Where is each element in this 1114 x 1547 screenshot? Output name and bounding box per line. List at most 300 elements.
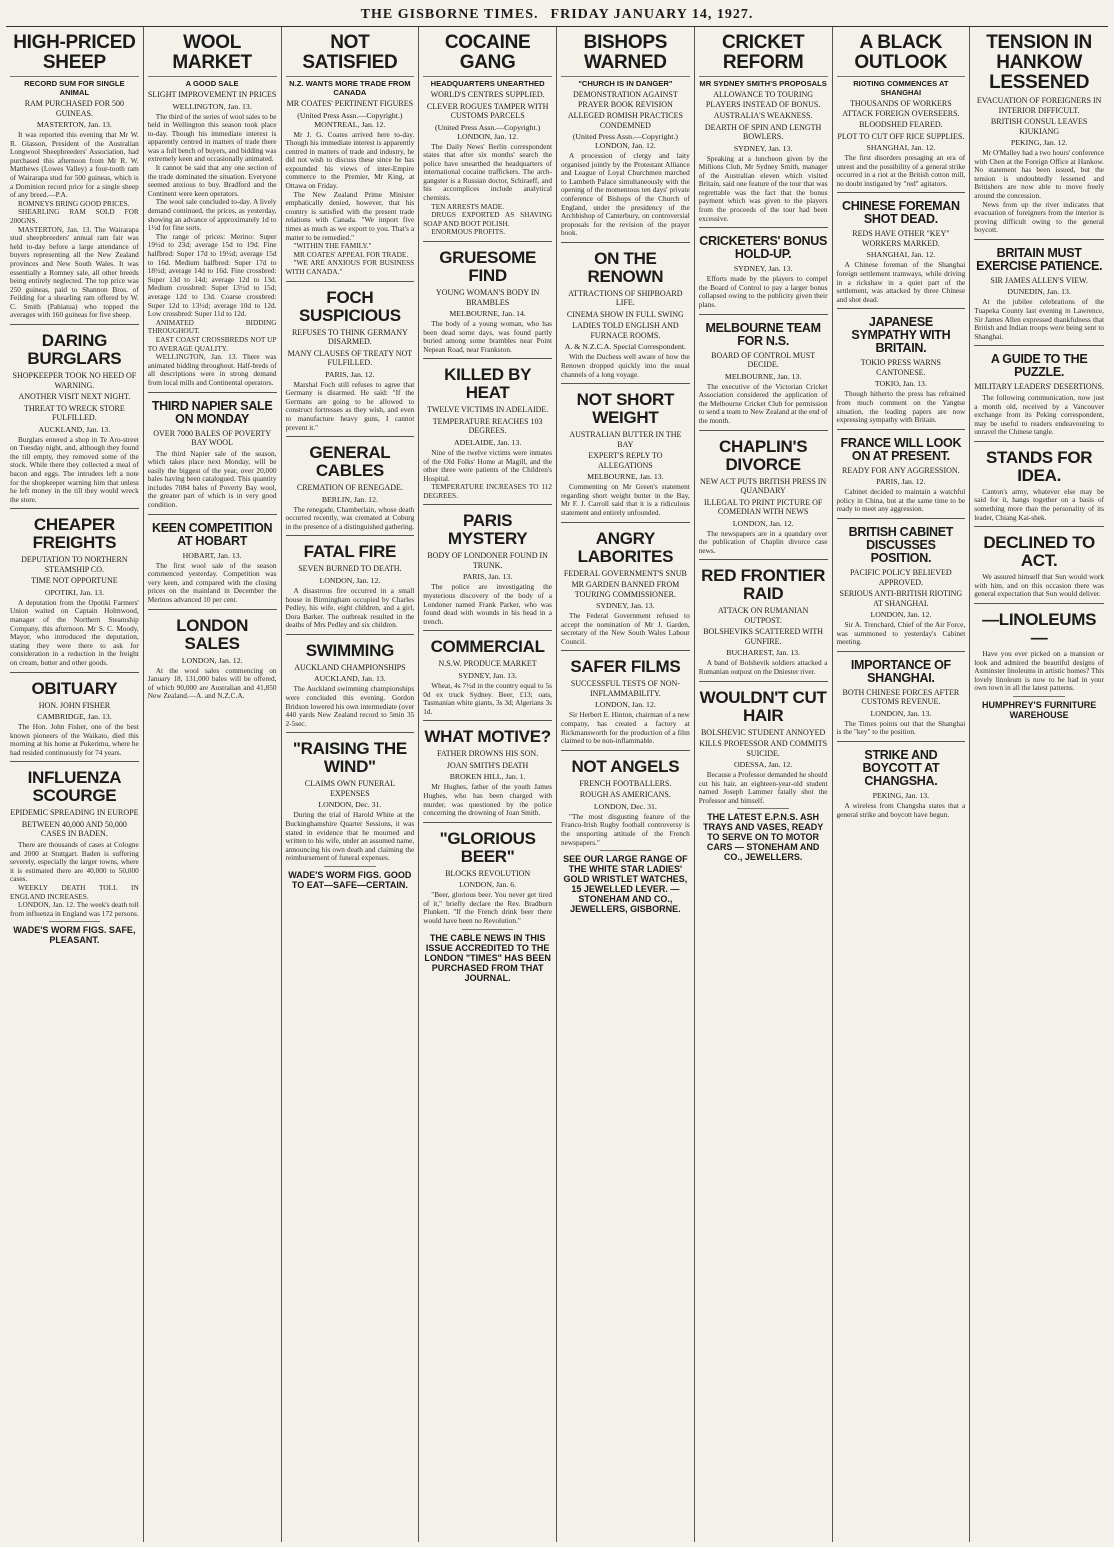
headline: FRANCE WILL LOOK ON AT PRESENT.	[840, 435, 962, 463]
subheading: OVER 7000 BALES OF POVERTY BAY WOOL	[153, 428, 271, 447]
divider	[737, 808, 789, 809]
advertisement: WADE'S WORM FIGS. SAFE, PLEASANT.	[13, 925, 136, 946]
dateline: PARIS, Jan. 13.	[462, 572, 513, 582]
article	[699, 314, 828, 426]
dateline: LONDON, Jan. 12.	[181, 655, 243, 665]
article	[837, 308, 966, 424]
headline: —LINOLEUMS—	[982, 610, 1097, 648]
subheading: THOUSANDS OF WORKERS ATTACK FOREIGN OVERSEERS.	[842, 99, 960, 118]
headline: "RAISING THE WIND"	[292, 739, 407, 777]
advertisement: SEE OUR LARGE RANGE OF THE WHITE STAR LADIES' GOLD WRISTLET WATCHES, 15 JEWELLED LEVER. — STONEHAM AND CO., JEWELLERS, GISBORNE.	[563, 854, 688, 915]
article	[699, 227, 828, 309]
article	[10, 761, 139, 945]
article-body	[286, 131, 415, 277]
article-body	[974, 488, 1104, 522]
headline: SAFER FILMS	[570, 657, 681, 677]
subheading: BRITISH CONSUL LEAVES KIUKIANG	[990, 117, 1088, 136]
paragraph: The Auckland swimming championships were concluded this evening. Gordon Bridson lowered his own intermediate (over 440 yards New Zealand record to 5min 35 2-5sec.	[285, 684, 415, 728]
article-body	[148, 450, 277, 510]
subheading: PLOT TO CUT OFF RICE SUPPLIES.	[837, 131, 965, 141]
article	[10, 324, 139, 504]
paragraph: The Daily News' Berlin correspondent states that after six months' search the police have unearthed the headquarters of international cocaine traffickers. The arch-gangster is a Russian doctor, Schiraeff, and his accomplices include analytical chemists.	[423, 141, 552, 203]
paragraph: Marshal Foch still refuses to agree that Germany is disarmed. He said: "If the Germans are going to be allowed to construct fortresses as they wish, and even to manufacture heavy guns, I cannot prevent it."	[285, 379, 415, 432]
paragraph: It was reported this evening that Mr W. R. Glasson, President of the Australian Longwool Sheepbreeders' Association, had purchased this afternoon from Mr R. W. Matthews (Lowes Valley) a four-tooth ram of Wairarapa stud for 500 guineas, which is a Dominion record price for a single sheep of any breed.—P.A.	[10, 130, 139, 200]
subheading: ANOTHER VISIT NEXT NIGHT.	[18, 392, 131, 402]
article-body	[974, 573, 1104, 599]
subheading: DEMONSTRATION AGAINST PRAYER BOOK REVISION	[573, 90, 678, 109]
headline: GENERAL CABLES	[309, 443, 391, 481]
subheading: MR GARDEN BANNED FROM TOURING COMMISSIONER.	[571, 580, 680, 599]
paragraph: The body of a young woman, who has been dead some days, was found partly buried among some brambles near Point Nepean Road, near Frankston.	[423, 319, 552, 354]
column-1	[6, 27, 144, 1542]
subheading: MANY CLAUSES OF TREATY NOT FULFILLED.	[287, 348, 413, 368]
subheading: RAM PURCHASED FOR 500 GUINEAS.	[24, 99, 125, 118]
deck-heading: N.Z. WANTS MORE TRADE FROM CANADA	[286, 76, 415, 97]
article-body	[286, 811, 415, 863]
article-body	[148, 113, 277, 388]
dateline: SYDNEY, Jan. 13.	[596, 601, 655, 611]
paragraph: The police are investigating the mysterious discovery of the body of a Londoner named Frank Parker, who was found dead with wounds in his head in a trench.	[423, 582, 552, 626]
article	[423, 358, 552, 500]
article-body	[423, 891, 552, 925]
article-body	[837, 802, 966, 819]
article-body	[10, 436, 139, 505]
article	[837, 741, 966, 819]
dateline: ODESSA, Jan. 12.	[733, 760, 793, 770]
subheading: N.S.W. PRODUCE MARKET	[438, 659, 537, 669]
subheading: ALLEGED ROMISH PRACTICES CONDEMNED	[567, 111, 683, 130]
article	[10, 33, 139, 320]
dateline: OPOTIKI, Jan. 13.	[44, 587, 104, 597]
paragraph: Commenting on Mr Green's statement regarding short weight butter in the Bay, Mr F. J. Carroll said that it is a ridiculous statement and entirely unfounded.	[561, 482, 690, 517]
article-body	[561, 612, 690, 646]
subheading: AUSTRALIA'S WEAKNESS.	[713, 111, 813, 120]
article	[561, 650, 690, 745]
article	[837, 518, 966, 647]
headline: ANGRY LABORITES	[577, 528, 674, 566]
subheading: SEVEN BURNED TO DEATH.	[298, 564, 402, 574]
article	[148, 609, 277, 701]
dateline: (United Press Assn.—Copyright.) LONDON, Jan. 12.	[434, 122, 541, 141]
paragraph: Because a Professor demanded he should cut his hair, an eighteen-year-old student named Joseph Lammer fatally shot the Professor and himself.	[698, 770, 828, 805]
subheading: SERIOUS ANTI-BRITISH RIOTING AT SHANGHAI.	[839, 589, 963, 608]
article	[148, 514, 277, 605]
paragraph: Speaking at a luncheon given by the Millions Club, Mr Sydney Smith, manager of the Australian eleven which visited Britain, said one feature of the tour that was regrettable was the fact that the bonus payment which was given to the players from the proceeds of the tour had been excessive.	[698, 153, 828, 223]
article	[423, 504, 552, 626]
dateline: PEKING, Jan. 12.	[1010, 138, 1068, 147]
article-body	[561, 353, 690, 379]
article	[286, 634, 415, 728]
masthead	[6, 4, 1108, 27]
dateline: AUCKLAND, Jan. 13.	[314, 674, 386, 684]
paragraph: Mr Hughes, father of the youth James Hughes, who has been charged with murder, was questioned by the police concerning the drowning of Joan Smith.	[423, 782, 552, 818]
columns	[6, 27, 1108, 1542]
article-body	[423, 682, 552, 716]
headline: LONDON SALES	[176, 615, 249, 653]
paragraph: The Hon. John Fisher, one of the best known pioneers of the Waikato, died this morning at his home at Pukerimu, where he had resided continuously for 74 years.	[10, 722, 139, 757]
article-body	[837, 261, 966, 304]
paragraph: TEN ARRESTS MADE.	[431, 201, 505, 211]
dateline: BERLIN, Jan. 12.	[321, 494, 378, 504]
article-body	[561, 711, 690, 745]
dateline: SYDNEY, Jan. 13.	[458, 670, 517, 680]
subheading: ILLEGAL TO PRINT PICTURE OF COMEDIAN WITH NEWS	[703, 497, 823, 517]
headline: FATAL FIRE	[303, 542, 397, 562]
paragraph: ANIMATED BIDDING THROUGHOUT.	[147, 317, 277, 336]
paragraph: Canton's army, whatever else may be said for it, hangs together on a basis of something more than the personality of its leader, Chiang Kai-shek.	[974, 486, 1104, 522]
article-body	[148, 667, 277, 701]
paragraph: Burglars entered a shop in Te Aro-street on Tuesday night, and, although they found the till empty, they removed some of the stock. While there they collected a meal of bacon and eggs. The intruders left a note for the shopkeeper warning him that unless he left money in the till they would wreck the store.	[10, 434, 139, 504]
column-3	[282, 27, 420, 1542]
paragraph: Cabinet decided to maintain a watchful policy in China, but at the same time to be ready to meet any aggression.	[836, 487, 966, 514]
dateline: MELBOURNE, Jan. 13.	[724, 371, 802, 381]
article	[974, 33, 1104, 235]
paragraph: The newspapers are in a quandary over the publication of Chaplin divorce case news.	[698, 528, 828, 555]
article-body	[974, 298, 1104, 341]
article	[974, 526, 1104, 599]
dateline: LONDON, Jan. 12.	[732, 518, 794, 528]
headline: INFLUENZA SCOURGE	[27, 768, 122, 806]
dateline: (United Press Assn.—Copyright.) LONDON, Jan. 12.	[572, 132, 678, 150]
article-body	[286, 506, 415, 532]
dateline: BUCHAREST, Jan. 13.	[726, 648, 800, 658]
article	[286, 281, 415, 433]
article	[148, 33, 277, 388]
article-body	[423, 583, 552, 626]
headline: RED FRONTIER RAID	[701, 566, 826, 604]
paragraph: The executive of the Victorian Cricket Association considered the application of the Melbourne Cricket Club for permission to send a team to New Zealand at the end of the month.	[698, 381, 828, 425]
headline: HIGH-PRICED SHEEP	[13, 32, 136, 73]
article-body	[974, 650, 1104, 693]
paragraph: The Federal Government refused to accept the nomination of Mr J. Garden, secretary of the New South Wales Labour Council.	[561, 611, 690, 646]
paragraph: Nine of the twelve victims were inmates of the Old Folks' Home at Magill, and the other three were patients of the Children's Hospital.	[423, 447, 552, 483]
article-body	[974, 149, 1104, 235]
article	[148, 392, 277, 510]
advertisement: WADE'S WORM FIGS. GOOD TO EAT—SAFE—CERTAIN.	[288, 869, 412, 890]
headline: CRICKETERS' BONUS HOLD-UP.	[699, 234, 827, 262]
deck-heading: HEADQUARTERS UNEARTHED	[423, 76, 552, 88]
subheading: SLIGHT IMPROVEMENT IN PRICES	[147, 90, 277, 99]
article-body	[423, 320, 552, 354]
headline: STANDS FOR IDEA.	[986, 447, 1093, 485]
headline: ON THE RENOWN	[587, 248, 664, 286]
article	[10, 672, 139, 758]
headline: NOT SATISFIED	[302, 32, 398, 73]
paragraph: "The most disgusting feature of the Franco-Irish Rugby football controversy is the unsporting attitude of the French newspapers."	[561, 811, 690, 847]
dateline: LONDON, Dec. 31.	[318, 800, 382, 810]
subheading: TIME NOT OPPORTUNE	[31, 576, 118, 586]
paragraph: DRUGS EXPORTED AS SHAVING SOAP AND BOOT POLISH.	[423, 210, 552, 228]
subheading: FRENCH FOOTBALLERS.	[579, 778, 672, 788]
headline: IMPORTANCE OF SHANGHAI.	[850, 657, 951, 685]
advertisement: HUMPHREY'S FURNITURE WAREHOUSE	[982, 700, 1097, 720]
dateline: LONDON, Jan. 6.	[459, 880, 517, 890]
article	[561, 383, 690, 517]
advertisement: THE LATEST E.P.N.S. ASH TRAYS AND VASES, READY TO SERVE ON TO MOTOR CARS — STONEHAM AND CO., JEWELLERS.	[703, 812, 824, 863]
dateline: WELLINGTON, Jan. 13.	[172, 101, 252, 111]
subheading: SHOPKEEPER TOOK NO HEED OF WARNING.	[12, 371, 137, 390]
dateline: SYDNEY, Jan. 13.	[733, 264, 793, 274]
paragraph: MR COATES' APPEAL FOR TRADE.	[293, 249, 409, 259]
paragraph: SHEARLING RAM SOLD FOR 200GNS.	[10, 207, 139, 225]
article-body	[286, 685, 415, 728]
article	[423, 630, 552, 716]
dateline: LONDON, Dec. 31.	[593, 801, 657, 811]
dateline: SHANGHAI, Jan. 12.	[866, 143, 936, 152]
article-body	[837, 621, 966, 647]
headline: CHEAPER FREIGHTS	[32, 515, 117, 553]
article	[423, 720, 552, 817]
subheading: BODY OF LONDONER FOUND IN TRUNK.	[427, 551, 548, 570]
subheading: AUCKLAND CHAMPIONSHIPS	[294, 662, 406, 672]
subheading: ROUGH AS AMERICANS.	[579, 790, 671, 800]
issue-date: FRIDAY JANUARY 14, 1927.	[550, 7, 754, 22]
subheading: BOARD OF CONTROL MUST DECIDE.	[711, 350, 816, 370]
column-2	[144, 27, 282, 1542]
column-6	[695, 27, 833, 1542]
paragraph: A procession of clergy and laity organised jointly by the Protestant Alliance and League of Loyal Churchmen marched to Lambeth Palace simultaneously with the opening of the momentous ten days' private conference of Bishops of the Church of England, under the presidency of the Archbishop of Canterbury, on controversial proposals for the revision of the prayer book.	[561, 151, 690, 238]
subheading: DEARTH OF SPIN AND LENGTH BOWLERS.	[704, 122, 822, 141]
paragraph: "WITHIN THE FAMILY."	[293, 241, 372, 251]
paragraph: The renegade, Chamberlain, whose death occurred recently, was cremated at Coburg in the presence of a distinguished gathering.	[285, 504, 415, 531]
article-body	[699, 383, 828, 426]
divider	[1013, 696, 1065, 697]
subheading: EPIDEMIC SPREADING IN EUROPE	[10, 808, 139, 818]
dateline: (United Press Assn.—Copyright.) MONTREAL, Jan. 12.	[297, 110, 403, 129]
paragraph: ENORMOUS PROFITS.	[431, 227, 506, 237]
headline: MELBOURNE TEAM FOR N.S.	[705, 320, 821, 348]
subheading: ALLOWANCE TO TOURING PLAYERS INSTEAD OF BONUS.	[705, 90, 821, 109]
article-body	[286, 587, 415, 630]
headline: BRITAIN MUST EXERCISE PATIENCE.	[976, 245, 1103, 273]
headline: CRICKET REFORM	[721, 32, 805, 73]
headline: STRIKE AND BOYCOTT AT CHANGSHA.	[862, 747, 940, 788]
paragraph: The New Zealand Prime Minister emphatically denied, however, that his country is satisfied with the present trade relations with Canada. "We import five times as much as we export to you. That's a matter to be remedied."	[285, 189, 415, 242]
column-5	[557, 27, 695, 1542]
deck-heading: "CHURCH IS IN DANGER"	[561, 76, 690, 88]
article-body	[699, 771, 828, 805]
divider	[462, 929, 514, 930]
subheading: REDS HAVE OTHER "KEY" WORKERS MARKED.	[852, 229, 950, 248]
paragraph: Sir Herbert E. Hinton, chairman of a new company, has created a factory at Rickmansworth for the production of a film claimed to be non-inflammable.	[561, 710, 690, 746]
paragraph: A Chinese foreman of the Shanghai foreign settlement tramways, while driving in a rickshaw in a quiet part of the settlement, was attacked by three Chinese and shot dead.	[836, 260, 966, 304]
column-8	[970, 27, 1108, 1542]
paper-name: THE GISBORNE TIMES.	[360, 7, 539, 22]
headline: WOOL MARKET	[172, 32, 252, 73]
headline: COCAINE GANG	[444, 32, 531, 73]
headline: WOULDN'T CUT HAIR	[699, 687, 827, 725]
article-body	[699, 275, 828, 309]
dateline: LONDON, Jan. 12.	[319, 575, 381, 585]
deck-heading: RIOTING COMMENCES AT SHANGHAI	[837, 76, 966, 97]
headline: CHAPLIN'S DIVORCE	[719, 436, 808, 474]
headline: TENSION IN HANKOW LESSENED	[986, 32, 1092, 93]
subheading: CREMATION OF RENEGADE.	[296, 483, 403, 493]
article	[974, 345, 1104, 436]
subheading: MR COATES' PERTINENT FIGURES	[286, 99, 414, 108]
article-body	[837, 390, 966, 424]
article	[837, 429, 966, 514]
article-body	[10, 131, 139, 320]
subheading: AUSTRALIAN BUTTER IN THE BAY	[569, 430, 682, 449]
headline: KEEN COMPETITION AT HOBART	[152, 520, 273, 548]
paragraph: A wireless from Changsha states that a general strike and boycott have begun.	[836, 800, 966, 819]
dateline: CAMBRIDGE, Jan. 13.	[37, 712, 112, 722]
subheading: BETWEEN 40,000 AND 50,000 CASES IN BADEN.	[21, 819, 127, 839]
article	[423, 33, 552, 237]
headline: DARING BURGLARS	[27, 331, 122, 369]
subheading: READY FOR ANY AGGRESSION.	[842, 465, 960, 475]
article	[837, 192, 966, 304]
article	[423, 241, 552, 354]
subheading: JOAN SMITH'S DEATH	[446, 760, 529, 770]
subheading: FEDERAL GOVERNMENT'S SNUB	[563, 568, 687, 578]
paragraph: The wool sale concluded to-day. A lively demand continued, the prices, as yesterday, showing an advance of approximately 1d to 1½d for fine sorts.	[147, 197, 277, 233]
column-4	[419, 27, 557, 1542]
subheading: BOLSHEVIC STUDENT ANNOYED	[700, 727, 826, 737]
article	[423, 822, 552, 983]
subheading: EVACUATION OF FOREIGNERS IN INTERIOR DIFFICULT.	[976, 96, 1102, 115]
subheading: PACIFIC POLICY BELIEVED APPROVED.	[850, 568, 952, 587]
paragraph: The Times points out that the Shanghai is the "key" to the position.	[836, 718, 966, 737]
paragraph: News from up the river indicates that evacuation of foreigners from the interior is proving difficult owing to the general boycott.	[974, 199, 1104, 235]
article-body	[561, 813, 690, 847]
paragraph: MASTERTON, Jan. 13. The Wairarapa stud sheepbreeders' annual ram fair was held to-day before a large attendance of buyers representing all the New Zealand provinces and New South Wales. It was essentially a Romney sale, all other breeds being entirely neglected. The top price was 250 guineas, paid to Shannon Bros. of Feilding for a shearling ram offered by W. C. Smith (Pahiatua) who topped the averages with 160 guineas for five sheep.	[10, 224, 139, 320]
article	[561, 242, 690, 379]
article	[974, 441, 1104, 522]
article-body	[286, 381, 415, 433]
subheading: CLEVER ROGUES TAMPER WITH CUSTOMS PARCELS	[426, 101, 549, 120]
subheading: BLOODSHED FEARED.	[859, 120, 943, 129]
article-body	[837, 154, 966, 188]
deck-heading: RECORD SUM FOR SINGLE ANIMAL	[10, 76, 139, 97]
article	[286, 535, 415, 629]
dateline: TOKIO, Jan. 13.	[874, 379, 927, 389]
article-body	[561, 152, 690, 238]
article	[974, 603, 1104, 720]
advertisement: THE CABLE NEWS IN THIS ISSUE ACCREDITED TO THE LONDON "TIMES" HAS BEEN PURCHASED FROM THAT JOURNAL.	[424, 932, 551, 983]
subheading: BOTH CHINESE FORCES AFTER CUSTOMS REVENUE.	[842, 687, 960, 707]
subheading: NEW ACT PUTS BRITISH PRESS IN QUANDARY	[700, 476, 827, 496]
subheading: EXPERT'S REPLY TO ALLEGATIONS	[588, 451, 663, 470]
headline: NOT SHORT WEIGHT	[576, 390, 675, 428]
article-body	[423, 143, 552, 238]
article-body	[10, 841, 139, 918]
headline: FOCH SUSPICIOUS	[298, 287, 401, 325]
headline: COMMERCIAL	[430, 637, 545, 657]
headline: A BLACK OUTLOOK	[854, 32, 948, 73]
dateline: PARIS, Jan. 12.	[325, 369, 375, 379]
headline: WHAT MOTIVE?	[424, 727, 551, 747]
subheading: LADIES TOLD ENGLISH AND FURNACE ROOMS.	[572, 321, 679, 340]
paragraph: During the trial of Harold White at the Buckinghamshire Quarter Sessions, it was stated in evidence that he mourned and written to his wife, under an assumed name, announcing his own death and claiming the reimbursement of funeral expenses.	[285, 810, 415, 863]
article	[561, 750, 690, 914]
deck-heading: A GOOD SALE	[148, 76, 277, 88]
article-body	[423, 783, 552, 817]
paragraph: At the jubilee celebrations of the Tuapeka County last evening in Lawrence, Sir James Allen expressed thankfulness that British and Indian troops were being sent to Shanghai.	[974, 297, 1104, 341]
headline: DECLINED TO ACT.	[983, 533, 1095, 571]
dateline: ADELAIDE, Jan. 13.	[453, 437, 522, 447]
paragraph: A disastrous fire occurred in a small house in Birmingham occupied by Charles Pedley, his wife, eight children, and a girl, Dora Barker. The outbreak resulted in the deaths of Mrs Pedley and six children.	[285, 585, 415, 630]
paragraph: Wheat, 4s 7½d in the country equal to 5s 0d ex truck Sydney. Beer, £13; oats, Tasmanian white giants, 3s 3d; Algerians 3s 1d.	[423, 680, 552, 716]
article	[561, 522, 690, 647]
paragraph: We assured himself that Sun would work with him, and on this occasion there was general expectation that Sun would deliver.	[974, 572, 1104, 599]
article-body	[561, 483, 690, 517]
subheading: THREAT TO WRECK STORE FULFILLED.	[23, 403, 125, 423]
article	[286, 732, 415, 890]
paragraph: A band of Bolshevik soldiers attacked a Rumanian outpost on the Dniester river.	[698, 658, 828, 676]
dateline: MELBOURNE, Jan. 14.	[449, 309, 526, 319]
headline: SWIMMING	[305, 640, 394, 660]
paragraph: EAST COAST CROSSBREDS NOT UP TO AVERAGE QUALITY.	[147, 334, 277, 353]
paragraph: At the wool sales commencing on January 18, 131,000 bales will be offered, of which 90,000 are Australian and 41,850 New Zealand.—A. and N.Z.C.A.	[147, 665, 277, 701]
paragraph: WELLINGTON, Jan. 13. There was animated bidding throughout. Half-breds of all descriptions were in strong demand from local mills and Continental operators.	[147, 352, 277, 387]
paragraph: Mr J. G. Coates arrived here to-day. Though his immediate interest is apparently centred in matters of trade and industry, he did not wish to discuss these since he has expounded his views of inter-Empire commerce to the Premier, Mr King, at Ottawa on Friday.	[285, 129, 415, 191]
paragraph: A deputation from the Opotiki Farmers' Union waited on Captain Holmwood, manager of the Northern Steamship Company, this afternoon. Mr S. C. Moody, Mayor, who introduced the deputation, stating they were there to ask for consideration in a reduction in the freight on cream, butter and other goods.	[10, 597, 139, 667]
subheading: WORLD'S CENTRES SUPPLIED.	[430, 90, 545, 99]
article	[974, 239, 1104, 341]
article-body	[423, 449, 552, 501]
article-body	[837, 488, 966, 514]
subheading: CINEMA SHOW IN FULL SWING	[566, 309, 684, 319]
headline: GRUESOME FIND	[439, 248, 537, 286]
paragraph: The third Napier sale of the season, which takes place next Monday, will be easily the biggest of the year, over 20,000 bales having been catalogued. This quantity includes 7084 bales of Poverty Bay wool, the greater part of which is in very good condition.	[147, 448, 277, 510]
paragraph: Mr O'Malley had a two hours' conference with Chen at the Foreign Office at Hankow. No statement has been issued, but the tension is undoubtedly lessened and Britishers are now able to move freely around the concession.	[974, 148, 1104, 200]
paragraph: Sir A. Trenchard, Chief of the Air Force, was summoned to yesterday's Cabinet meeting.	[836, 620, 966, 647]
dateline: A. & N.Z.C.A. Special Correspondent.	[564, 342, 687, 352]
dateline: LONDON, Jan. 12.	[594, 700, 656, 710]
headline: NOT ANGELS	[571, 756, 680, 776]
paragraph: ROMNEYS BRING GOOD PRICES.	[18, 198, 130, 208]
paragraph: There are thousands of cases at Cologne and 2000 at Stuttgart. Baden is suffering severely, especially the larger towns, where it is estimated there are 40,000 to 50,000 cases.	[10, 839, 139, 884]
article	[286, 33, 415, 277]
dateline: MASTERTON, Jan. 13.	[36, 120, 112, 129]
paragraph: TEMPERATURE INCREASES TO 112 DEGREES.	[423, 482, 552, 500]
article	[699, 33, 828, 223]
article	[286, 436, 415, 531]
dateline: SYDNEY, Jan. 13.	[733, 143, 793, 153]
article	[837, 33, 966, 188]
headline: BRITISH CABINET DISCUSSES POSITION.	[848, 525, 954, 565]
dateline: LONDON, Jan. 13.	[870, 708, 932, 718]
paragraph: The third of the series of wool sales to be held in Wellington this season took place to-day. Though his immediate interest is apparently centred in matters of trade there was a full bench of buyers, and bidding was extremely keen and occasionally animated.	[147, 111, 277, 164]
dateline: HOBART, Jan. 13.	[182, 550, 242, 560]
subheading: SUCCESSFUL TESTS OF NON-INFLAMMABILITY.	[570, 679, 680, 698]
paragraph: "Beer, glorious beer. You never get tired of it," briefly declare the Rev. Bradburn Plunkett. "If the French drink beer there would have been no Revolution."	[423, 890, 552, 925]
subheading: DEPUTATION TO NORTHERN STEAMSHIP CO.	[21, 555, 128, 574]
subheading: BOLSHEVIKS SCATTERED WITH GUNFIRE.	[703, 627, 824, 646]
dateline: LONDON, Jan. 12.	[870, 610, 932, 619]
paragraph: The first disorders presaging an era of unrest and the possibility of a general strike occurred in a riot at the British cotton mill, no doubt instigated by "red" agitators.	[836, 153, 966, 188]
subheading: YOUNG WOMAN'S BODY IN BRAMBLES	[435, 288, 540, 307]
article-body	[148, 562, 277, 605]
subheading: TOKIO PRESS WARNS CANTONESE.	[860, 358, 941, 377]
headline: JAPANESE SYMPATHY WITH BRITAIN.	[851, 315, 951, 356]
paragraph: The following communication, now just a month old, received by a Vancouver exchange from its Peking correspondent, may be useful to readers endeavouring to unravel the Chinese tangle.	[974, 392, 1104, 437]
headline: "GLORIOUS BEER"	[439, 828, 536, 866]
paragraph: Have you ever picked on a mansion or look and admired the beautiful designs of Axminster linoleums in artistic homes? This lovely linoleum is now to be had in your own town in all the latest patterns.	[974, 649, 1104, 693]
dateline: MELBOURNE, Jan. 13.	[587, 472, 664, 482]
paragraph: "WE ARE ANXIOUS FOR BUSINESS WITH CANADA."	[285, 258, 415, 276]
dateline: PEKING, Jan. 13.	[872, 790, 930, 800]
dateline: PARIS, Jan. 12.	[876, 477, 926, 487]
paragraph: Though hitherto the press has refrained from much comment on the Yangtse situation, the leading papers are now expressing sympathy with Britain.	[836, 389, 966, 425]
dateline: DUNEDIN, Jan. 13.	[1007, 287, 1071, 297]
paragraph: Efforts made by the players to compel the Board of Control to pay a larger bonus collapsed owing to the publicity given their plans.	[698, 274, 828, 310]
headline: PARIS MYSTERY	[447, 511, 528, 549]
subheading: TEMPERATURE REACHES 103 DEGREES.	[432, 416, 543, 436]
article-body	[837, 720, 966, 737]
